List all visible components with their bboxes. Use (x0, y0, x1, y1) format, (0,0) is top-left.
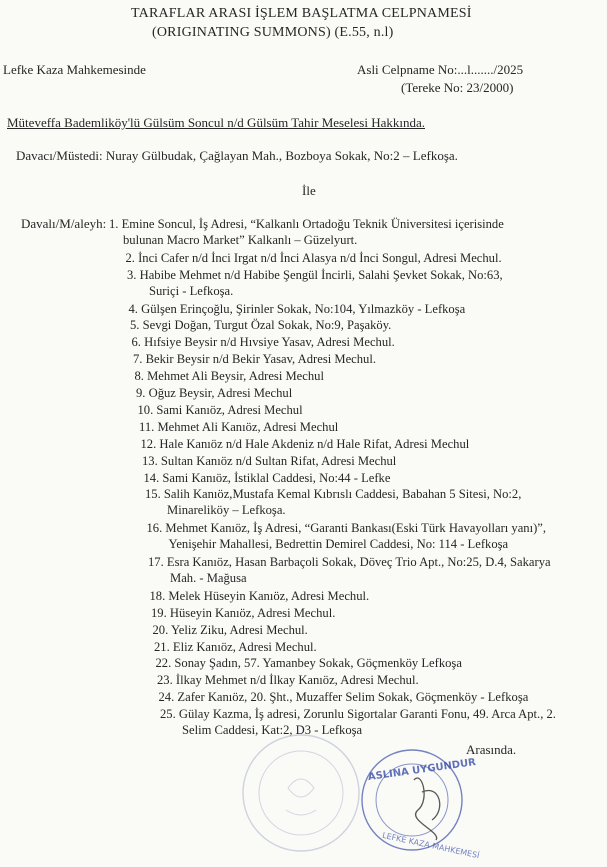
defendant-text: Hüseyin Kanıöz, Adresi Mechul. (169, 605, 336, 620)
defendant-number: 7. (133, 352, 143, 367)
defendant-number: 2. (125, 250, 135, 265)
matter-heading: Müteveffa Bademliköy'lü Gülsüm Soncul n/d Gülsüm Tahir Meselesi Hakkında. (7, 115, 425, 130)
defendant-number: 6. (131, 335, 141, 350)
ile-separator: İle (302, 183, 316, 198)
defendant-number: 17. (148, 555, 164, 569)
defendant-text-continued: Selim Caddesi, Kat:2, D3 - Lefkoşa (182, 723, 363, 738)
defendant-item (148, 554, 551, 586)
defendant-number: 21. (154, 639, 170, 654)
defendant-number: 3. (127, 267, 137, 282)
defendant-number: 15. (145, 487, 161, 502)
defendant-number: 4. (128, 301, 138, 316)
defendant-text-continued: Minareliköy – Lefkoşa. (167, 503, 286, 518)
arasinda-text: Arasında. (466, 742, 517, 757)
defendant-text: Emine Soncul, İş Adresi, “Kalkanlı Ortadoğu Teknik Üniversitesi içerisinde (121, 217, 504, 231)
estate-number: (Tereke No: 23/2000) (401, 80, 514, 95)
court-seal-stamp (236, 728, 366, 858)
plaintiff-line: Davacı/Müstedi: Nuray Gülbudak, Çağlayan Mah., Bozboya Sokak, No:2 – Lefkoşa. (16, 148, 458, 163)
defendant-text: Mehmet Ali Beysir, Adresi Mechul (147, 369, 324, 384)
defendant-item (142, 453, 396, 469)
signature-scribble (414, 778, 440, 840)
document-subtitle: (ORIGINATING SUMMONS) (E.55, n.l) (152, 25, 394, 40)
defendant-number: 24. (158, 690, 175, 705)
defendant-item (133, 351, 376, 367)
defendant-item (129, 301, 466, 317)
defendant-number: 9. (136, 386, 146, 400)
defendant-text: Zafer Kanıöz, 20. Şht., Muzaffer Selim Sokak, Göçmenköy - Lefkoşa (177, 690, 529, 705)
defendant-number: 19. (151, 605, 167, 620)
defendant-text: Gülay Kazma, İş adresi, Zorunlu Sigortalar Garanti Fonu, 49. Arca Apt., 2. (178, 707, 556, 722)
defendant-number: 25. (160, 707, 176, 722)
defendant-text: Melek Hüseyin Kanıöz, Adresi Mechul. (168, 588, 370, 603)
defendant-item (132, 334, 395, 350)
defendant-item (136, 385, 292, 401)
defendant-text: İlkay Mehmet n/d İlkay Kanıöz, Adresi Mechul. (175, 673, 419, 688)
defendant-text: Gülşen Erinçoğlu, Şirinler Sokak, No:104, Yılmazköy - Lefkoşa (141, 301, 466, 316)
defendant-item (145, 486, 521, 518)
case-number: Asli Celpname No:...l......./2025 (357, 62, 524, 77)
defendant-item (141, 436, 470, 452)
defendant-item (126, 250, 502, 266)
defendant-number: 22. (155, 656, 172, 671)
defendant-number: 12. (140, 436, 157, 451)
defendant-text: Habibe Mehmet n/d Habibe Şengül İncirli, Salahi Şevket Sokak, No:63, (139, 267, 503, 282)
defendant-item (147, 520, 547, 552)
defendant-text-continued: bulunan Macro Market” Kalkanlı – Güzelyurt. (123, 233, 358, 247)
defendant-text: Yeliz Ziku, Adresi Mechul. (170, 622, 308, 637)
defendant-text: Bekir Beysir n/d Bekir Yasav, Adresi Mechul. (145, 352, 377, 367)
defendant-item (138, 402, 303, 418)
defendant-text: İnci Cafer n/d İnci Irgat n/d İnci Alasya n/d İnci Songul, Adresi Mechul. (138, 250, 502, 265)
defendant-item (130, 317, 391, 333)
certified-copy-stamp (352, 740, 482, 860)
defendant-item (139, 419, 338, 435)
defendant-text-continued: Yenişehir Mahallesi, Bedrettin Demirel Caddesi, No: 114 - Lefkoşa (168, 537, 509, 552)
defendant-number: 23. (157, 673, 173, 688)
defendant-text: Sevgi Doğan, Turgut Özal Sokak, No:9, Paşaköy. (142, 318, 392, 333)
defendant-number: 10. (137, 402, 154, 417)
defendant-text-continued: Suriçi - Lefkoşa. (149, 283, 234, 298)
stamp-text: ASLINA UYGUNDUR (367, 757, 477, 784)
defendant-number: 8. (134, 369, 144, 384)
document-title: TARAFLAR ARASI İŞLEM BAŞLATMA CELPNAMESİ (131, 6, 472, 21)
defendant-text: Hıfsiye Beysir n/d Hıvsiye Yasav, Adresi Mechul. (144, 335, 395, 350)
defendant-text-continued: Mah. - Mağusa (170, 571, 247, 585)
defendant-text: Mehmet Kanıöz, İş Adresi, “Garanti Bankası(Eski Türk Havayolları yanı)”, (165, 521, 547, 536)
defendant-item (109, 216, 504, 248)
defendant-item (156, 655, 462, 671)
defendant-text: Oğuz Beysir, Adresi Mechul (148, 386, 293, 400)
defendant-text: Esra Kanıöz, Hasan Barbaçoli Sokak, Döveç Trio Apt., No:25, D.4, Sakarya (166, 555, 551, 569)
defendant-number: 16. (146, 521, 163, 536)
defendant-text: Hale Kanıöz n/d Hale Akdeniz n/d Hale Rifat, Adresi Mechul (159, 436, 470, 451)
defendant-item (159, 689, 529, 705)
defendant-item (127, 267, 503, 299)
defendant-item (154, 639, 317, 655)
defendant-text: Sami Kanıöz, Adresi Mechul (156, 402, 303, 417)
defendant-text: Sultan Kanıöz n/d Sultan Rifat, Adresi Mechul (160, 453, 397, 468)
defendant-text: Mehmet Ali Kanıöz, Adresi Mechul (157, 419, 339, 434)
defendant-item (150, 588, 370, 604)
defendant-number: 18. (149, 588, 166, 603)
stamp-court-text: LEFKE KAZA MAHKEMESİ (381, 830, 481, 860)
defendant-number: 1. (109, 217, 119, 231)
defendant-number: 11. (139, 419, 155, 434)
defendant-item (144, 470, 391, 486)
defendant-text: Sonay Şadın, 57. Yamanbey Sokak, Göçmenköy Lefkoşa (174, 656, 462, 671)
defendant-item (153, 622, 308, 638)
defendant-text: Salih Kanıöz,Mustafa Kemal Kıbrıslı Caddesi, Babahan 5 Sitesi, No:2, (163, 487, 522, 502)
defendant-text: Eliz Kanıöz, Adresi Mechul. (172, 639, 317, 654)
defendant-number: 20. (152, 622, 169, 637)
defendants-label: Davalı/M/aleyh: (21, 216, 107, 231)
defendant-number: 14. (143, 470, 160, 485)
defendant-item (157, 672, 419, 688)
defendant-item (151, 605, 335, 621)
defendant-number: 5. (130, 318, 140, 333)
court-name: Lefke Kaza Mahkemesinde (3, 62, 146, 77)
defendant-item (135, 368, 324, 384)
defendant-text: Sami Kanıöz, İstiklal Caddesi, No:44 - Lefke (162, 470, 391, 485)
defendant-number: 13. (142, 453, 158, 468)
